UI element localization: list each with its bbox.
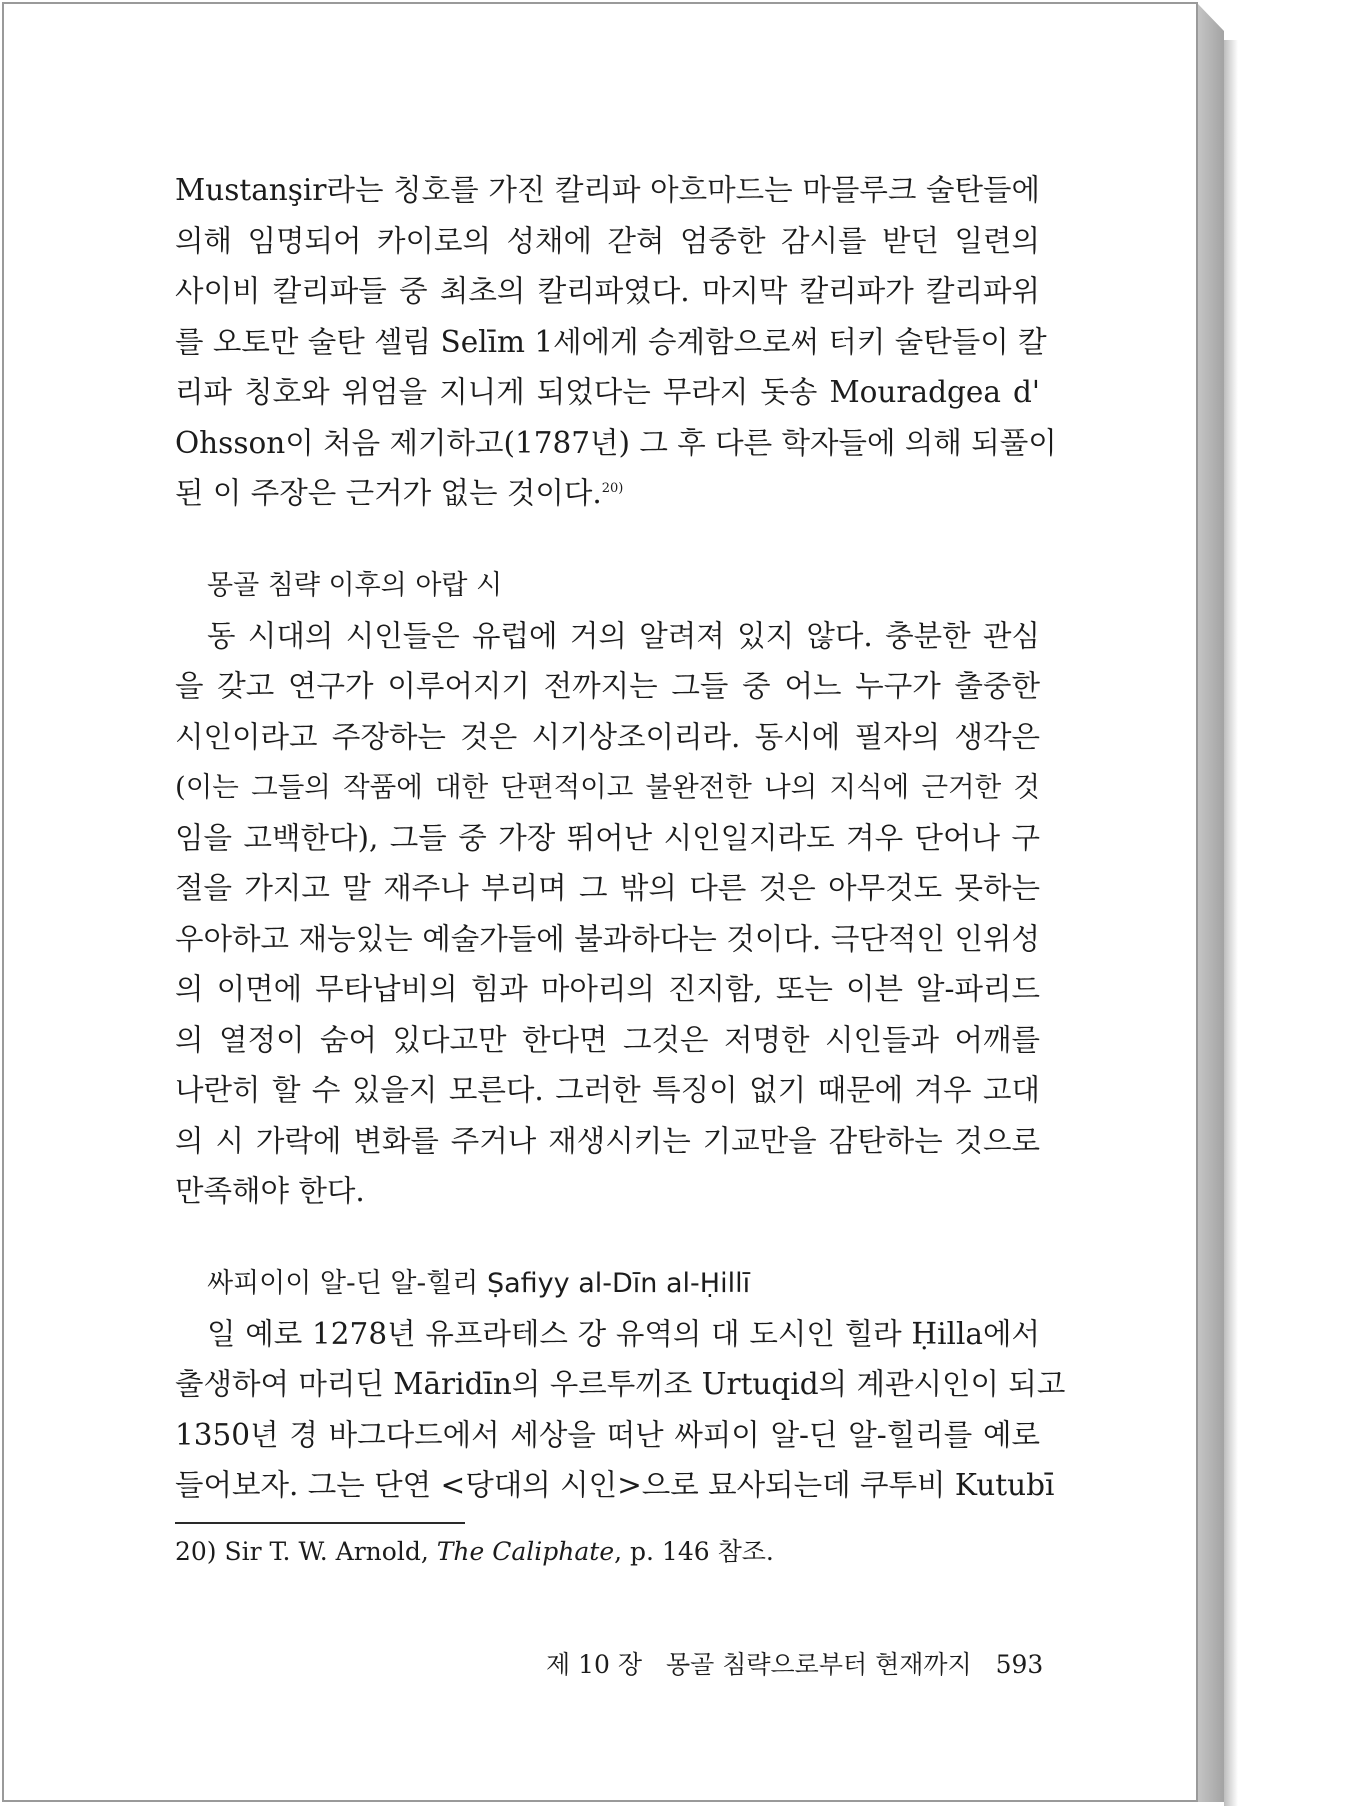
footnote-number: 20) bbox=[175, 1537, 217, 1566]
text-line: Mustanşir라는 칭호를 가진 칼리파 아흐마드는 마믈루크 술탄들에 bbox=[175, 173, 1040, 207]
running-footer bbox=[530, 1645, 1044, 1685]
section-heading-arab-poetry: 몽골 침략 이후의 아랍 시 bbox=[207, 569, 503, 601]
paragraph-caliphate bbox=[175, 165, 1057, 519]
text-line: Ohsson이 처음 제기하고(1787년) 그 후 다른 학자들에 의해 되풀이 bbox=[175, 425, 1057, 460]
text-line: 의 시 가락에 변화를 주거나 재생시키는 기교만을 감탄하는 것으로 bbox=[175, 1123, 1040, 1158]
footnote bbox=[175, 1532, 774, 1572]
text-line: (이는 그들의 작품에 대한 단편적이고 불완전한 나의 지식에 근거한 것 bbox=[175, 771, 1040, 803]
text-line: 를 오토만 술탄 셀림 Selīm 1세에게 승계함으로써 터키 술탄들이 칼 bbox=[175, 324, 1047, 359]
footnote-prefix: Sir T. W. Arnold, bbox=[224, 1537, 437, 1566]
text-line: 의 이면에 무타납비의 힘과 마아리의 진지함, 또는 이븐 알-파리드 bbox=[175, 972, 1040, 1006]
section-heading-safiyy: 싸피이이 알-딘 알-힐리 Ṣafiyy al-Dīn al-Ḥillī bbox=[207, 1267, 751, 1299]
page-shadow bbox=[1224, 40, 1238, 1806]
footnote-title: The Caliphate bbox=[436, 1537, 615, 1566]
text-line: 리파 칭호와 위엄을 지니게 되었다는 무라지 돗송 Mouradgea d' bbox=[175, 375, 1040, 409]
text-line: 의 열정이 숨어 있다고만 한다면 그것은 저명한 시인들과 어깨를 bbox=[175, 1022, 1040, 1057]
text-line: 을 갖고 연구가 이루어지기 전까지는 그들 중 어느 누구가 출중한 bbox=[175, 669, 1040, 703]
footnote-suffix: , p. 146 참조. bbox=[614, 1537, 774, 1566]
text-line: 일 예로 1278년 유프라테스 강 유역의 대 도시인 힐라 Ḥilla에서 bbox=[207, 1316, 1040, 1351]
text-line: 절을 가지고 말 재주나 부리며 그 밖의 다른 것은 아무것도 못하는 bbox=[175, 871, 1040, 905]
chapter-title: 몽골 침략으로부터 현재까지 bbox=[665, 1650, 972, 1679]
footnote-rule bbox=[175, 1522, 465, 1524]
page-edge bbox=[1198, 4, 1224, 1802]
text-line: 의해 임명되어 카이로의 성채에 갇혀 엄중한 감시를 받던 일련의 bbox=[175, 223, 1040, 258]
text-line: 들어보자. 그는 단연 <당대의 시인>으로 묘사되는데 쿠투비 Kutubī bbox=[175, 1468, 1055, 1502]
text-line: 임을 고백한다), 그들 중 가장 뛰어난 시인일지라도 겨우 단어나 구 bbox=[175, 820, 1040, 855]
text-line-last bbox=[175, 468, 1040, 519]
text-line: 출생하여 마리딘 Māridīn의 우르투끼조 Urtuqid의 계관시인이 되고 bbox=[175, 1367, 1066, 1401]
page-number: 593 bbox=[995, 1650, 1044, 1679]
text-line: 만족해야 한다. bbox=[175, 1174, 365, 1208]
paragraph-safiyy bbox=[175, 1309, 1066, 1511]
text-line: 1350년 경 바그다드에서 세상을 떠난 싸피이 알-딘 알-힐리를 예로 bbox=[175, 1417, 1040, 1452]
chapter-label: 제 10 장 bbox=[546, 1650, 643, 1679]
page-content bbox=[175, 165, 1066, 1511]
paragraph-arab-poetry bbox=[175, 611, 1040, 1217]
text-line: 시인이라고 주장하는 것은 시기상조이리라. 동시에 필자의 생각은 bbox=[175, 719, 1040, 754]
text-line: 동 시대의 시인들은 유럽에 거의 알려져 있지 않다. 충분한 관심 bbox=[207, 618, 1040, 653]
text-line: 사이비 칼리파들 중 최초의 칼리파였다. 마지막 칼리파가 칼리파위 bbox=[175, 274, 1040, 308]
text-line: 우아하고 재능있는 예술가들에 불과하다는 것이다. 극단적인 인위성 bbox=[175, 921, 1040, 956]
text-line: 나란히 할 수 있을지 모른다. 그러한 특징이 없기 때문에 겨우 고대 bbox=[175, 1073, 1040, 1107]
footnote-reference: 20) bbox=[601, 481, 624, 497]
text-line: 된 이 주장은 근거가 없는 것이다. bbox=[175, 476, 602, 510]
